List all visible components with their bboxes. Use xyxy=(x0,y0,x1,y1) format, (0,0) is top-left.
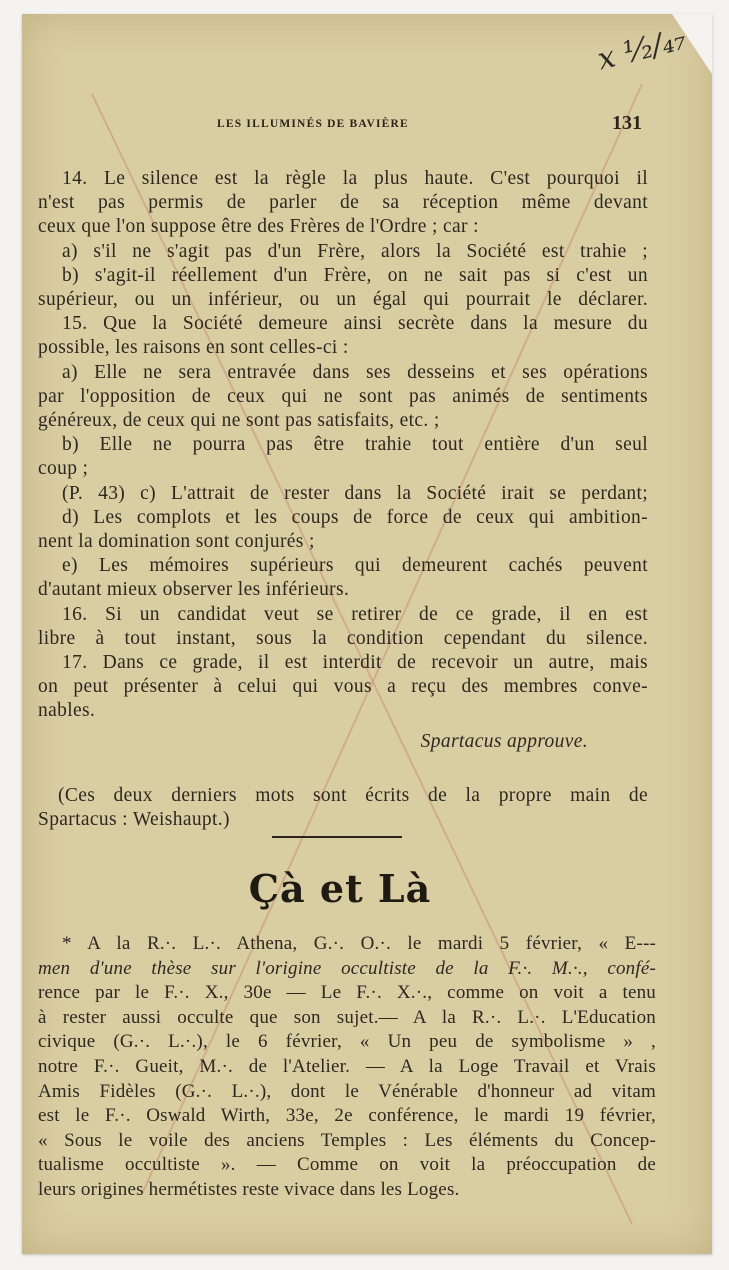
section-line: Amis Fidèles (G.·. L.·.), dont le Vénérable d'honneur ad vitam xyxy=(38,1080,656,1102)
text-line: on peut présenter à celui qui vous a reçu des membres conve- xyxy=(38,676,648,698)
signature-line: Spartacus approuve. xyxy=(420,730,588,752)
section-line: * A la R.·. L.·. Athena, G.·. O.·. le mardi 5 février, « E--- xyxy=(62,933,656,954)
text-line: généreux, de ceux qui ne sont pas satisfaits, etc. ; xyxy=(38,410,440,432)
section-line: tualisme occultiste ». — Comme on voit la préoccupation de xyxy=(38,1154,656,1176)
section-title: Çà et Là xyxy=(248,866,432,911)
section-body xyxy=(38,932,656,1203)
page-header xyxy=(22,110,712,136)
text-line: ceux que l'on suppose être des Frères de l'Ordre ; car : xyxy=(38,216,479,238)
section-line: notre F.·. Gueit, M.·. de l'Atelier. — A la Loge Travail et Vrais xyxy=(38,1055,656,1077)
section-line: est le F.·. Oswald Wirth, 33e, 2e conférence, le mardi 19 février, xyxy=(38,1105,656,1127)
text-line: 16. Si un candidat veut se retirer de ce grade, il en est xyxy=(62,603,648,625)
note-line: (Ces deux derniers mots sont écrits de la propre main de xyxy=(58,784,648,806)
text-line: b) Elle ne pourra pas être trahie tout entière d'un seul xyxy=(62,434,648,456)
text-line: libre à tout instant, sous la condition cependant du silence. xyxy=(38,627,648,649)
text-line: b) s'agit-il réellement d'un Frère, on ne sait pas si c'est un xyxy=(62,264,648,286)
text-line: a) s'il ne s'agit pas d'un Frère, alors la Société est trahie ; xyxy=(62,240,648,262)
text-line: par l'opposition de ceux qui ne sont pas animés de sentiments xyxy=(38,385,648,407)
text-line: d) Les complots et les coups de force de ceux qui ambition- xyxy=(62,506,648,528)
text-line: possible, les raisons en sont celles-ci : xyxy=(38,337,349,359)
text-line: 17. Dans ce grade, il est interdit de recevoir un autre, mais xyxy=(62,652,648,674)
page-number: 131 xyxy=(612,112,642,134)
section-divider xyxy=(272,836,402,838)
text-line: nables. xyxy=(38,700,96,722)
text-line: e) Les mémoires supérieurs qui demeurent cachés peuvent xyxy=(62,555,648,577)
section-line: à rester aussi occulte que son sujet.— A la R.·. L.·. L'Education xyxy=(38,1006,656,1028)
text-line: 14. Le silence est la règle la plus haute. C'est pourquoi il xyxy=(62,168,648,189)
note-line: Spartacus : Weishaupt.) xyxy=(38,809,230,831)
section-line: rence par le F.·. X., 30e — Le F.·. X.·., comme on voit a tenu xyxy=(38,982,656,1004)
article-body xyxy=(38,167,648,832)
text-line: supérieur, ou un inférieur, ou un égal qui pourrait le déclarer. xyxy=(38,289,648,311)
section-line: men d'une thèse sur l'origine occultiste de la F.·. M.·., confé- xyxy=(38,957,656,979)
text-line: a) Elle ne sera entravée dans ses desseins et ses opérations xyxy=(62,361,648,383)
running-title: LES ILLUMINÉS DE BAVIÈRE xyxy=(217,118,409,130)
section-line: « Sous le voile des anciens Temples : Les éléments du Concep- xyxy=(38,1129,656,1151)
section-line: civique (G.·. L.·.), le 6 février, « Un peu de symbolisme » , xyxy=(38,1031,656,1053)
text-line: 15. Que la Société demeure ainsi secrète dans la mesure du xyxy=(62,313,648,335)
text-line: n'est pas permis de parler de sa réception même devant xyxy=(38,192,648,214)
handwritten-annotation: x ⅟₂/₄₇ xyxy=(594,21,690,78)
text-line: nent la domination sont conjurés ; xyxy=(38,531,315,553)
text-line: coup ; xyxy=(38,458,89,480)
document-page xyxy=(22,14,712,1254)
text-line: d'autant mieux observer les inférieurs. xyxy=(38,579,350,601)
section-line: leurs origines hermétistes reste vivace dans les Loges. xyxy=(38,1178,460,1200)
text-line: (P. 43) c) L'attrait de rester dans la Société irait se perdant; xyxy=(62,482,648,504)
